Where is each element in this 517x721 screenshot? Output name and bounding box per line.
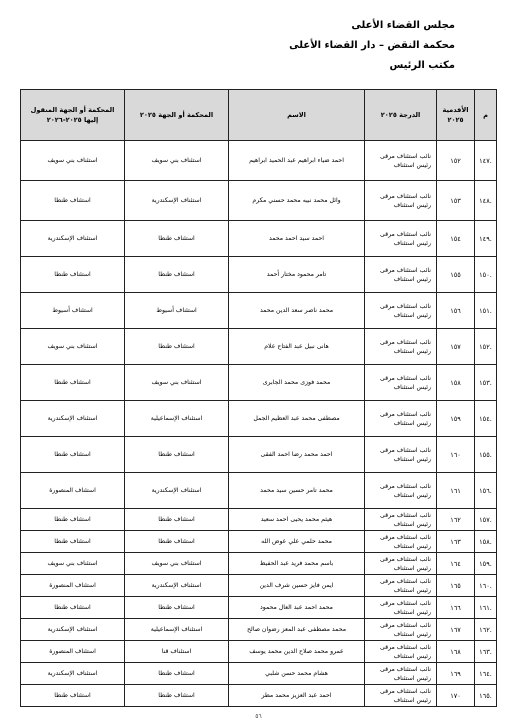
grade-cell: نائب استئناف مرقى رئيس استئناف (365, 365, 437, 401)
seniority-cell: ١٦٠ (437, 437, 475, 473)
seniority-cell: ١٥٩ (437, 401, 475, 437)
court-title: محكمة النقض – دار القضاء الأعلى (289, 40, 455, 51)
row-number: .١٥٤ (475, 401, 497, 437)
court-moved-cell: استئناف بني سويف (21, 329, 125, 365)
court-moved-cell: استئناف بني سويف (21, 553, 125, 575)
row-number: .١٥٢ (475, 329, 497, 365)
court-moved-cell: استئناف طنطا (21, 437, 125, 473)
table-row (21, 365, 497, 401)
table-row (21, 401, 497, 437)
court-2025-cell: استئناف قنا (125, 641, 229, 663)
court-2025-cell: استئناف الإسكندرية (125, 181, 229, 221)
table-row (21, 597, 497, 619)
table-row (21, 663, 497, 685)
grade-cell: نائب استئناف مرقى رئيس استئناف (365, 141, 437, 181)
name-cell: محمد مصطفى عبد المعز رضوان صالح (229, 619, 365, 641)
court-2025-cell: استئناف بني سويف (125, 141, 229, 181)
name-cell: محمد ناصر سعد الدين محمد (229, 293, 365, 329)
court-moved-cell: استئناف المنصورة (21, 575, 125, 597)
seniority-cell: ١٦٦ (437, 597, 475, 619)
grade-cell: نائب استئناف مرقى رئيس استئناف (365, 531, 437, 553)
grade-cell: نائب استئناف مرقى رئيس استئناف (365, 293, 437, 329)
court-moved-cell: استئناف الإسكندرية (21, 221, 125, 257)
court-2025-cell: استئناف طنطا (125, 257, 229, 293)
row-number: .١٤٩ (475, 221, 497, 257)
row-number: .١٥٩ (475, 553, 497, 575)
name-cell: محمد حلمي علي عوض الله (229, 531, 365, 553)
grade-cell: نائب استئناف مرقى رئيس استئناف (365, 619, 437, 641)
court-2025-cell: استئناف طنطا (125, 509, 229, 531)
table-header-row (21, 90, 497, 141)
court-2025-cell: استئناف بني سويف (125, 365, 229, 401)
name-cell: هانى نبيل عبد الفتاح علام (229, 329, 365, 365)
seniority-cell: ١٦٣ (437, 531, 475, 553)
court-moved-cell: استئناف الإسكندرية (21, 619, 125, 641)
grade-cell: نائب استئناف مرقى رئيس استئناف (365, 597, 437, 619)
grade-cell: نائب استئناف مرقى رئيس استئناف (365, 509, 437, 531)
table-row (21, 181, 497, 221)
court-2025-cell: استئناف طنطا (125, 329, 229, 365)
table-row (21, 641, 497, 663)
grade-cell: نائب استئناف مرقى رئيس استئناف (365, 663, 437, 685)
court-2025-cell: استئناف أسيوط (125, 293, 229, 329)
row-number: .١٥١ (475, 293, 497, 329)
table-row (21, 553, 497, 575)
row-number: .١٥٥ (475, 437, 497, 473)
grade-cell: نائب استئناف مرقى رئيس استئناف (365, 401, 437, 437)
seniority-cell: ١٥٢ (437, 141, 475, 181)
grade-cell: نائب استئناف مرقى رئيس استئناف (365, 473, 437, 509)
table-row (21, 257, 497, 293)
court-2025-cell: استئناف الإسماعيلية (125, 401, 229, 437)
court-2025-cell: استئناف الإسكندرية (125, 575, 229, 597)
court-2025-cell: استئناف طنطا (125, 685, 229, 707)
header-court-2025: المحكمة أو الجهة ٢٠٢٥ (125, 90, 229, 141)
seniority-cell: ١٦١ (437, 473, 475, 509)
header-num: م (475, 90, 497, 141)
table-row (21, 437, 497, 473)
court-moved-cell: استئناف طنطا (21, 181, 125, 221)
council-title: مجلس القضاء الأعلى (351, 20, 455, 31)
court-2025-cell: استئناف طنطا (125, 221, 229, 257)
court-moved-cell: استئناف أسيوط (21, 293, 125, 329)
name-cell: احمد عبد العزيز محمد مطر (229, 685, 365, 707)
court-moved-cell: استئناف الإسكندرية (21, 401, 125, 437)
row-number: .١٦٤ (475, 663, 497, 685)
name-cell: محمد تامر حسين سيد محمد (229, 473, 365, 509)
table-row (21, 509, 497, 531)
name-cell: احمد ضياء ابراهيم عبد الحميد ابراهيم (229, 141, 365, 181)
seniority-cell: ١٦٨ (437, 641, 475, 663)
seniority-cell: ١٦٥ (437, 575, 475, 597)
seniority-cell: ١٥٤ (437, 221, 475, 257)
table-row (21, 531, 497, 553)
name-cell: ايمن فايز حسين شرف الدين (229, 575, 365, 597)
table-row (21, 141, 497, 181)
name-cell: احمد سيد احمد محمد (229, 221, 365, 257)
row-number: .١٤٧ (475, 141, 497, 181)
seniority-cell: ١٥٣ (437, 181, 475, 221)
seniority-cell: ١٦٩ (437, 663, 475, 685)
seniority-cell: ١٥٨ (437, 365, 475, 401)
row-number: .١٥٨ (475, 531, 497, 553)
seniority-cell: ١٥٧ (437, 329, 475, 365)
name-cell: مصطفى محمد عبد العظيم الجمل (229, 401, 365, 437)
row-number: .١٥٦ (475, 473, 497, 509)
seniority-cell: ١٥٥ (437, 257, 475, 293)
seniority-cell: ١٥٦ (437, 293, 475, 329)
court-moved-cell: استئناف طنطا (21, 365, 125, 401)
court-2025-cell: استئناف بني سويف (125, 553, 229, 575)
table-row (21, 575, 497, 597)
name-cell: محمد فوزى محمد الجابرى (229, 365, 365, 401)
table-row (21, 329, 497, 365)
court-moved-cell: استئناف المنصورة (21, 473, 125, 509)
court-moved-cell: استئناف طنطا (21, 685, 125, 707)
name-cell: هشام محمد حسن شلبي (229, 663, 365, 685)
transfers-table (20, 89, 497, 707)
row-number: .١٤٨ (475, 181, 497, 221)
court-moved-cell: استئناف طنطا (21, 509, 125, 531)
court-moved-cell: استئناف طنطا (21, 257, 125, 293)
table-row (21, 293, 497, 329)
seniority-cell: ١٧٠ (437, 685, 475, 707)
grade-cell: نائب استئناف مرقى رئيس استئناف (365, 257, 437, 293)
header-seniority: الأقدمية ٢٠٢٥ (437, 90, 475, 141)
seniority-cell: ١٦٤ (437, 553, 475, 575)
grade-cell: نائب استئناف مرقى رئيس استئناف (365, 221, 437, 257)
header-name: الاسم (229, 90, 365, 141)
row-number: .١٦٠ (475, 575, 497, 597)
row-number: .١٥٣ (475, 365, 497, 401)
name-cell: تامر محمود مختار أحمد (229, 257, 365, 293)
row-number: .١٦١ (475, 597, 497, 619)
court-2025-cell: استئناف طنطا (125, 663, 229, 685)
name-cell: هيثم محمد يحيى احمد سعيد (229, 509, 365, 531)
office-title: مكتب الرئيس (389, 60, 455, 71)
grade-cell: نائب استئناف مرقى رئيس استئناف (365, 181, 437, 221)
grade-cell: نائب استئناف مرقى رئيس استئناف (365, 437, 437, 473)
court-2025-cell: استئناف الإسماعيلية (125, 619, 229, 641)
court-moved-cell: استئناف المنصورة (21, 641, 125, 663)
row-number: .١٦٣ (475, 641, 497, 663)
row-number: .١٥٧ (475, 509, 497, 531)
document-header (289, 16, 455, 76)
seniority-cell: ١٦٢ (437, 509, 475, 531)
court-2025-cell: استئناف الإسكندرية (125, 473, 229, 509)
header-court-moved: المحكمة أو الجهة المنقول إليها ٢٠٢٥-٢٠٢٦ (21, 90, 125, 141)
row-number: .١٦٢ (475, 619, 497, 641)
grade-cell: نائب استئناف مرقى رئيس استئناف (365, 553, 437, 575)
court-moved-cell: استئناف طنطا (21, 597, 125, 619)
table-row (21, 619, 497, 641)
name-cell: محمد احمد عبد العال محمود (229, 597, 365, 619)
name-cell: عمرو محمد صلاح الدين محمد يوسف (229, 641, 365, 663)
court-2025-cell: استئناف طنطا (125, 597, 229, 619)
court-2025-cell: استئناف طنطا (125, 531, 229, 553)
name-cell: باسم محمد فريد عبد الحفيظ (229, 553, 365, 575)
table-row (21, 473, 497, 509)
grade-cell: نائب استئناف مرقى رئيس استئناف (365, 575, 437, 597)
grade-cell: نائب استئناف مرقى رئيس استئناف (365, 329, 437, 365)
court-moved-cell: استئناف بني سويف (21, 141, 125, 181)
grade-cell: نائب استئناف مرقى رئيس استئناف (365, 641, 437, 663)
name-cell: وائل محمد نبيه محمد حسني مكرم (229, 181, 365, 221)
court-moved-cell: استئناف طنطا (21, 531, 125, 553)
seniority-cell: ١٦٧ (437, 619, 475, 641)
page-number: ٥٦ (255, 713, 262, 720)
row-number: .١٦٥ (475, 685, 497, 707)
name-cell: احمد محمد رضا احمد الفقى (229, 437, 365, 473)
row-number: .١٥٠ (475, 257, 497, 293)
court-2025-cell: استئناف طنطا (125, 437, 229, 473)
table-row (21, 685, 497, 707)
court-moved-cell: استئناف الإسكندرية (21, 663, 125, 685)
grade-cell: نائب استئناف مرقى رئيس استئناف (365, 685, 437, 707)
header-grade: الدرجة ٢٠٢٥ (365, 90, 437, 141)
table-row (21, 221, 497, 257)
